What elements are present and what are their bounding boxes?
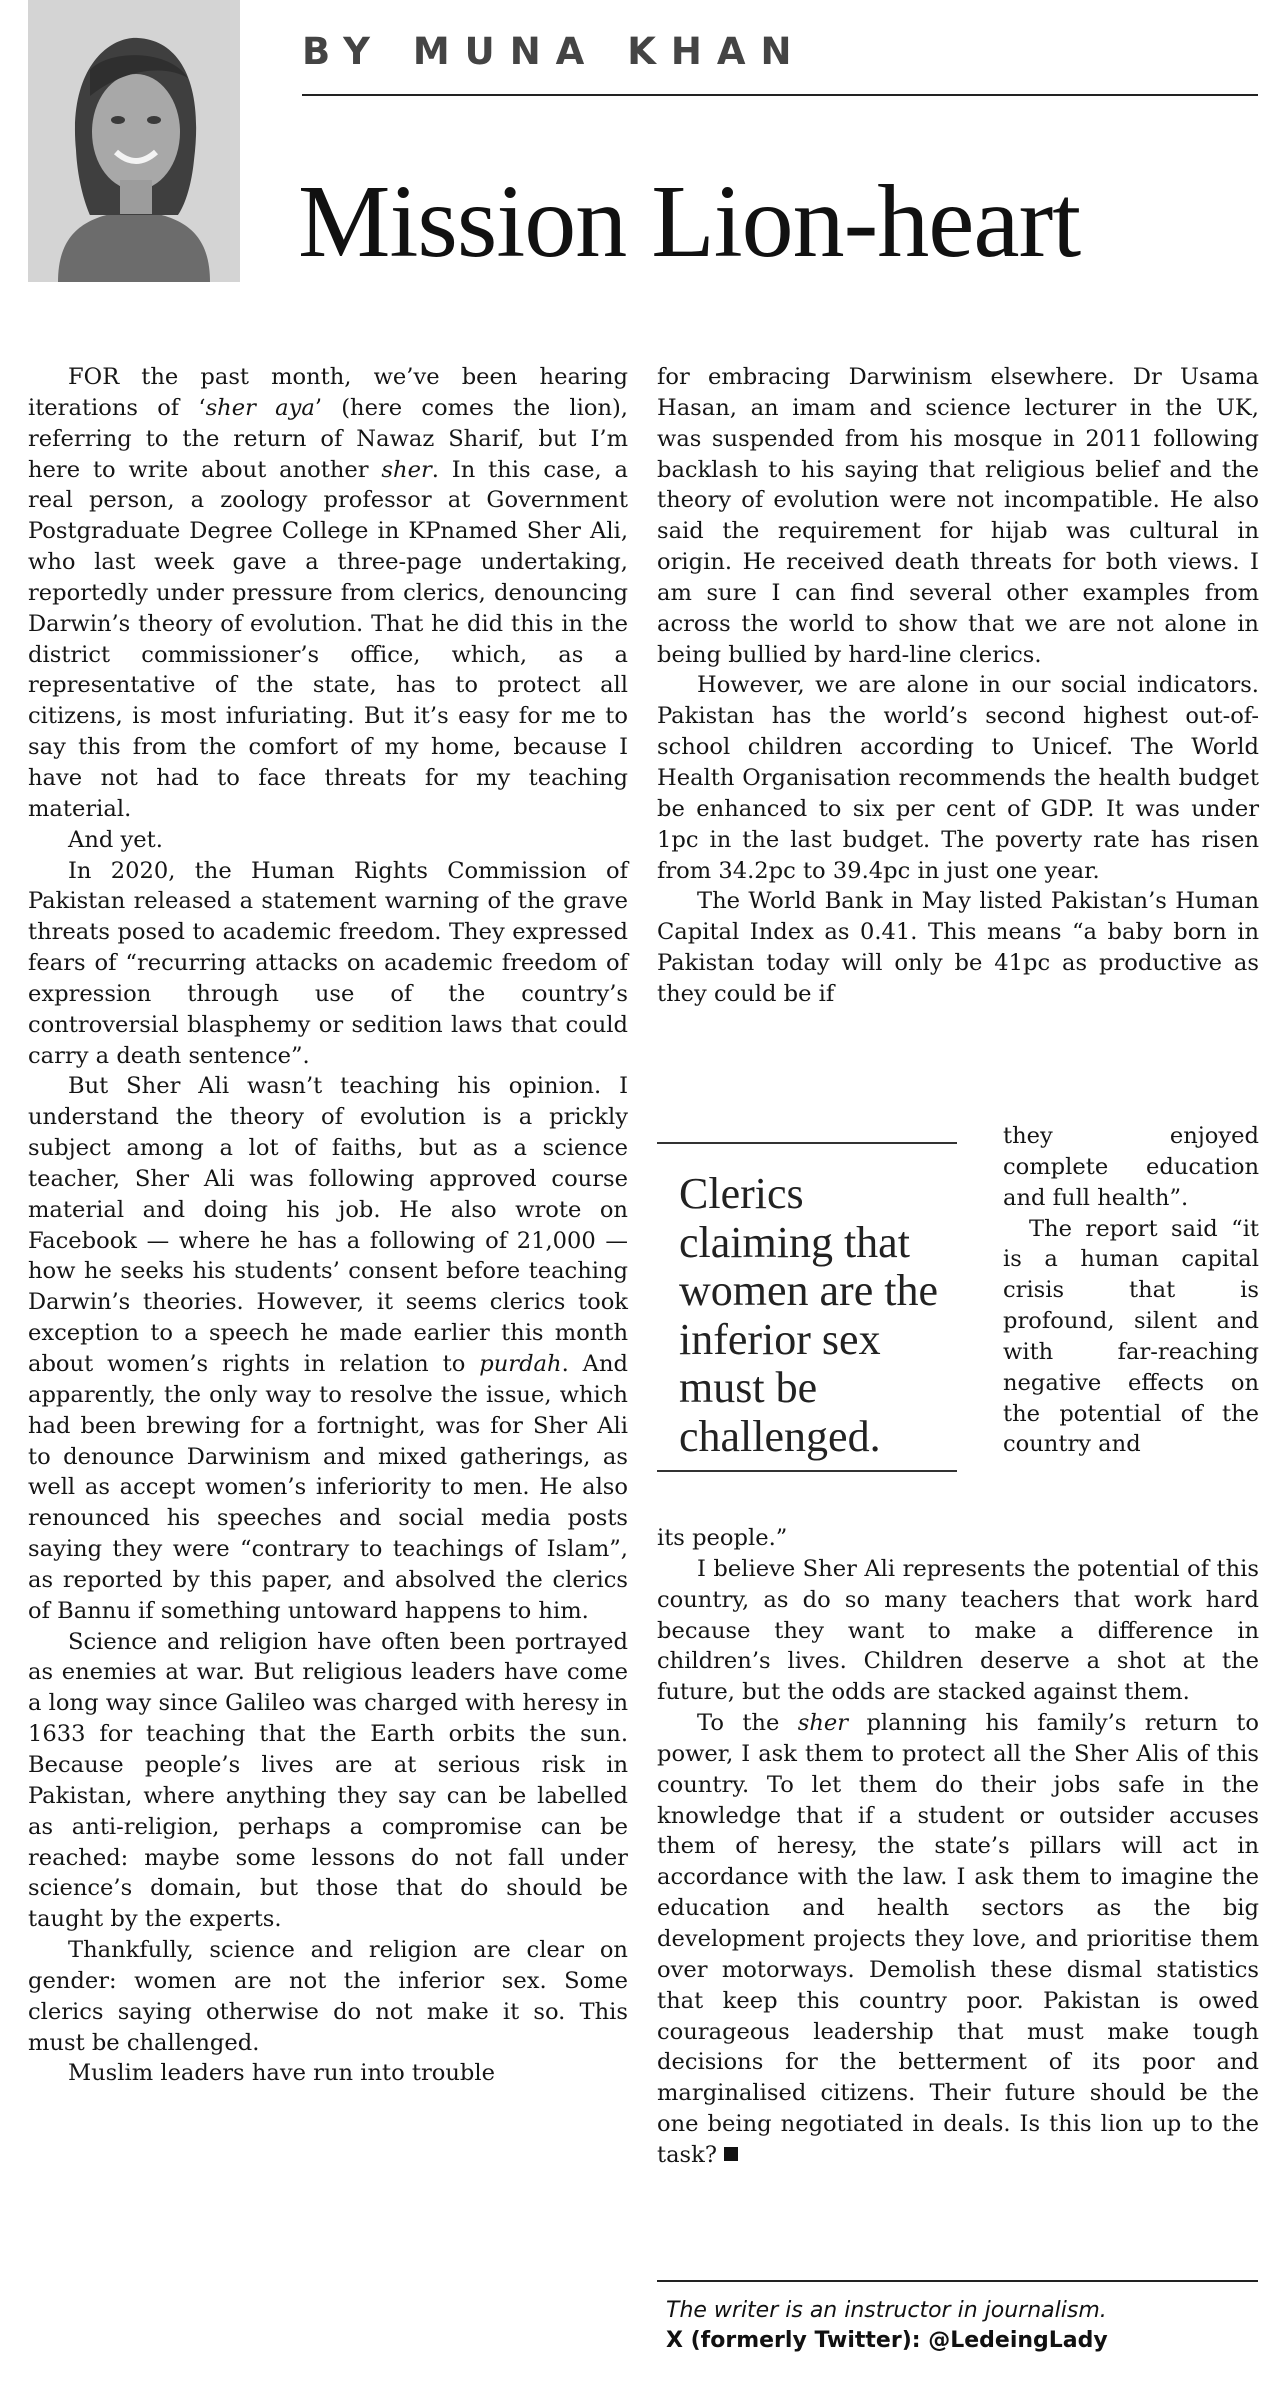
pull-quote [657, 1142, 957, 1482]
article-column-right-bottom [657, 1523, 1259, 2171]
text-run: FOR the past month, we’ve been hearing iterations of ‘ [28, 364, 628, 421]
byline: BY MUNA KHAN [302, 30, 807, 73]
text-run: planning his family’s return to power, I ask them to protect all the Sher Alis of this country. To let them do their jobs safe in the knowledge that if a student or outsider accuses them of heresy, the state’s pillars will act in accordance with the law. I ask them to imagine the education and health sectors as the big development projects they love, and prioritise them over motorways. Demolish these dismal statistics that keep this country poor. Pakistan is owed courageous leadership that must make tough decisions for the betterment of its poor and marginalised citizens. Their future should be the one being negotiated in deals. Is this lion up to the task? [657, 1710, 1259, 2168]
bio-line: The writer is an instructor in journalism. [666, 2298, 1107, 2323]
paragraph-10-end: its people.” [657, 1525, 788, 1551]
pull-quote-rule-bottom [657, 1470, 957, 1472]
article-column-right-top [657, 362, 1259, 1010]
text-run: . And apparently, the only way to resolve the issue, which had been brewing for a fortnight, was for Sher Ali to denounce Darwinism and mixed gatherings, as well as accept women’s inferiority to men. He also renounced his speeches and social media posts saying they were “contrary to teachings of Islam”, as reported by this paper, and absolved the clerics of Bannu if something untoward happens to him. [28, 1351, 628, 1624]
bio-social-handle: X (formerly Twitter): @LedeingLady [666, 2328, 1108, 2353]
paragraph-6: Thankfully, science and religion are clear on gender: women are not the inferior sex. Some clerics saying otherwise do not make it so. This must be challenged. [28, 1937, 628, 2056]
text-run: To the [697, 1710, 798, 1737]
emphasis-text: purdah [479, 1351, 562, 1377]
paragraph-7-continued: for embracing Darwinism elsewhere. Dr Usama Hasan, an imam and science lecturer in the UK, was suspended from his mosque in 2011 following backlash to his saying that religious belief and the theory of evolution were not incompatible. He also said the requirement for hijab was cultural in origin. He received death threats for both views. I am sure I can find several other examples from across the world to show that we are not alone in being bullied by hard-line clerics. [657, 364, 1259, 668]
pull-quote-rule-top [657, 1142, 957, 1144]
article-column-right-side [1003, 1121, 1259, 1460]
paragraph-5: Science and religion have often been portrayed as enemies at war. But religious leaders have come a long way since Galileo was charged with heresy in 1633 for teaching that the Earth orbits the sun. Because people’s lives are at serious risk in Pakistan, where anything they say can be labelled as anti-religion, perhaps a compromise can be reached: maybe some lessons do not fall under science’s domain, but those that do should be taught by the experts. [28, 1628, 628, 1933]
bio-divider [657, 2280, 1258, 2282]
pull-quote-text: Clerics claiming that women are the inferior sex must be challenged. [679, 1169, 938, 1461]
emphasis-text: sher [381, 456, 432, 483]
emphasis-text: sher aya [205, 394, 315, 421]
paragraph-12 [657, 1708, 1259, 2171]
byline-divider [302, 94, 1258, 96]
text-run: . In this case, a real person, a zoology professor at Government Postgraduate Degree College in KPnamed Sher Ali, who last week gave a three-page undertaking, reportedly under pressure from clerics, denouncing Darwin’s theory of evolution. That he did this in the district commissioner’s office, which, as a representative of the state, has to protect all citizens, is most infuriating. But it’s easy for me to say this from the comfort of my home, because I have not had to face threats for my teaching material. [28, 456, 628, 822]
paragraph-8: However, we are alone in our social indicators. Pakistan has the world’s second highest out-of-school children according to Unicef. The World Health Organisation recommends the health budget be enhanced to six per cent of GDP. It was under 1pc in the last budget. The poverty rate has risen from 34.2pc to 39.4pc in just one year. [657, 672, 1259, 884]
text-run: But Sher Ali wasn’t teaching his opinion. I understand the theory of evolution is a prickly subject among a lot of faiths, but as a science teacher, Sher Ali was following approved course material and doing his job. He also wrote on Facebook — where he has a following of 21,000 — how he seeks his students’ consent before teaching Darwin’s theories. However, it seems clerics took exception to a speech he made earlier this month about women’s rights in relation to [28, 1073, 628, 1377]
paragraph-9-continued: they enjoyed complete education and full health”. [1003, 1123, 1259, 1211]
author-bio [666, 2296, 1256, 2356]
paragraph-9: The World Bank in May listed Pakistan’s Human Capital Index as 0.41. This means “a baby born in Pakistan today will only be 41pc as productive as they could be if [657, 888, 1259, 1007]
paragraph-4 [28, 1071, 628, 1626]
author-photo [28, 0, 240, 282]
paragraph-2: And yet. [68, 826, 163, 853]
end-mark-icon [724, 2147, 738, 2161]
headline: Mission Lion-heart [298, 164, 1081, 279]
paragraph-7-start: Muslim leaders have run into trouble [68, 2060, 495, 2087]
emphasis-text: sher [797, 1710, 849, 1737]
paragraph-1 [28, 362, 628, 825]
paragraph-3: In 2020, the Human Rights Commission of Pakistan released a statement warning of the grave threats posed to academic freedom. They expressed fears of “recurring attacks on academic freedom of expression through use of the country’s controversial blasphemy or sedition laws that could carry a death sentence”. [28, 857, 628, 1069]
paragraph-10: The report said “it is a human capital crisis that is profound, silent and with far-reaching negative effects on the potential of the country and [1003, 1215, 1259, 1458]
text-run: ’ (here comes the lion), referring to the return of Nawaz Sharif, but I’m here to write about another [28, 394, 628, 483]
article-column-left [28, 362, 628, 2089]
paragraph-11: I believe Sher Ali represents the potential of this country, as do so many teachers that work hard because they want to make a difference in children’s lives. Children deserve a shot at the future, but the odds are stacked against them. [657, 1555, 1259, 1706]
